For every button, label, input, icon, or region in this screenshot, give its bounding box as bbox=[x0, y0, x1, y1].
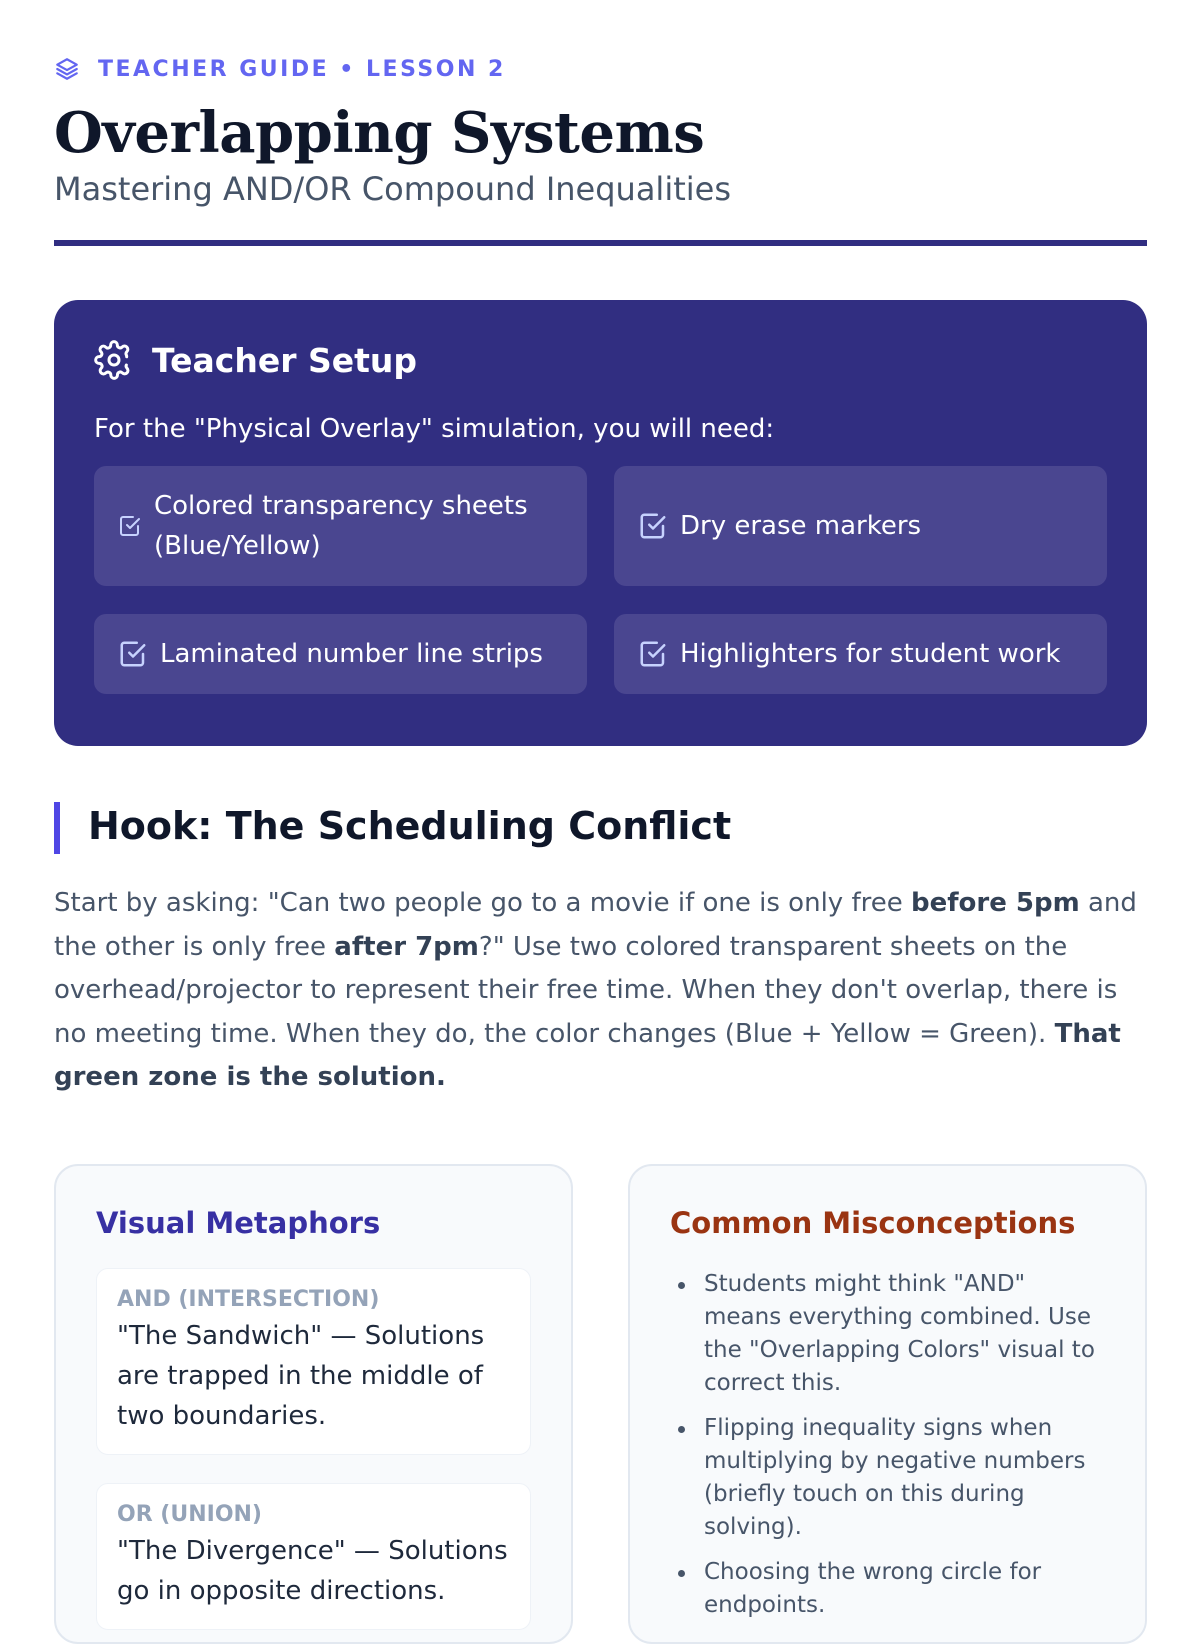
checkbox-checked-icon bbox=[118, 514, 142, 538]
lesson-eyebrow bbox=[54, 56, 506, 82]
hook-heading: Hook: The Scheduling Conflict bbox=[88, 804, 732, 848]
visual-metaphors-card bbox=[54, 1164, 573, 1644]
eyebrow-label: TEACHER GUIDE • LESSON 2 bbox=[98, 56, 506, 82]
hook-paragraph bbox=[54, 882, 1147, 1100]
materials-list bbox=[94, 466, 1107, 694]
misconceptions-list bbox=[670, 1268, 1105, 1622]
checkbox-checked-icon bbox=[638, 511, 668, 541]
hook-emphasis: after 7pm bbox=[334, 931, 479, 962]
setup-intro: For the "Physical Overlay" simulation, you will need: bbox=[94, 414, 775, 444]
material-item bbox=[94, 614, 587, 694]
metaphor-description: "The Divergence" — Solutions go in opposite directions. bbox=[117, 1536, 508, 1606]
teacher-setup-panel bbox=[54, 300, 1147, 746]
material-label: Highlighters for student work bbox=[680, 639, 1061, 669]
list-item: Flipping inequality signs when multiplying by negative numbers (briefly touch on this during solving). bbox=[670, 1412, 1105, 1544]
setup-header bbox=[94, 340, 1107, 380]
header-divider bbox=[54, 240, 1147, 246]
misconceptions-card bbox=[628, 1164, 1147, 1644]
material-item bbox=[614, 466, 1107, 586]
checkbox-checked-icon bbox=[638, 639, 668, 669]
hook-text: Start by asking: "Can two people go to a movie if one is only free bbox=[54, 888, 911, 918]
metaphor-description: "The Sandwich" — Solutions are trapped in the middle of two boundaries. bbox=[117, 1321, 485, 1431]
hook-emphasis: That green zone is the solution. bbox=[54, 1018, 1121, 1092]
material-item bbox=[94, 466, 587, 586]
layers-icon bbox=[54, 56, 80, 82]
list-item: Students might think "AND" means everything combined. Use the "Overlapping Colors" visual to correct this. bbox=[670, 1268, 1105, 1400]
hook-text: ?" Use two colored transparent sheets on the overhead/projector to represent their free time. When they don't overlap, there is no meeting time. When they do, the color changes (Blue + Yellow = Green). bbox=[54, 931, 1118, 1049]
misconceptions-heading: Common Misconceptions bbox=[670, 1206, 1076, 1240]
material-label: Laminated number line strips bbox=[160, 639, 543, 669]
metaphor-label: OR (UNION) bbox=[117, 1502, 262, 1527]
list-item: Choosing the wrong circle for endpoints. bbox=[670, 1556, 1105, 1622]
page-subtitle: Mastering AND/OR Compound Inequalities bbox=[54, 170, 731, 208]
material-label: Colored transparency sheets (Blue/Yellow) bbox=[154, 491, 528, 561]
checkbox-checked-icon bbox=[118, 639, 148, 669]
material-label: Dry erase markers bbox=[680, 511, 922, 541]
gear-icon bbox=[94, 340, 134, 380]
metaphor-item bbox=[96, 1483, 531, 1630]
section-accent-bar bbox=[54, 802, 60, 854]
metaphors-heading: Visual Metaphors bbox=[96, 1206, 381, 1240]
hook-text: and the other is only free bbox=[54, 888, 1137, 962]
hook-emphasis: before 5pm bbox=[910, 888, 1080, 918]
setup-heading: Teacher Setup bbox=[152, 340, 418, 380]
metaphor-item bbox=[96, 1268, 531, 1455]
material-item bbox=[614, 614, 1107, 694]
page-title: Overlapping Systems bbox=[54, 100, 705, 166]
metaphor-label: AND (INTERSECTION) bbox=[117, 1287, 380, 1312]
